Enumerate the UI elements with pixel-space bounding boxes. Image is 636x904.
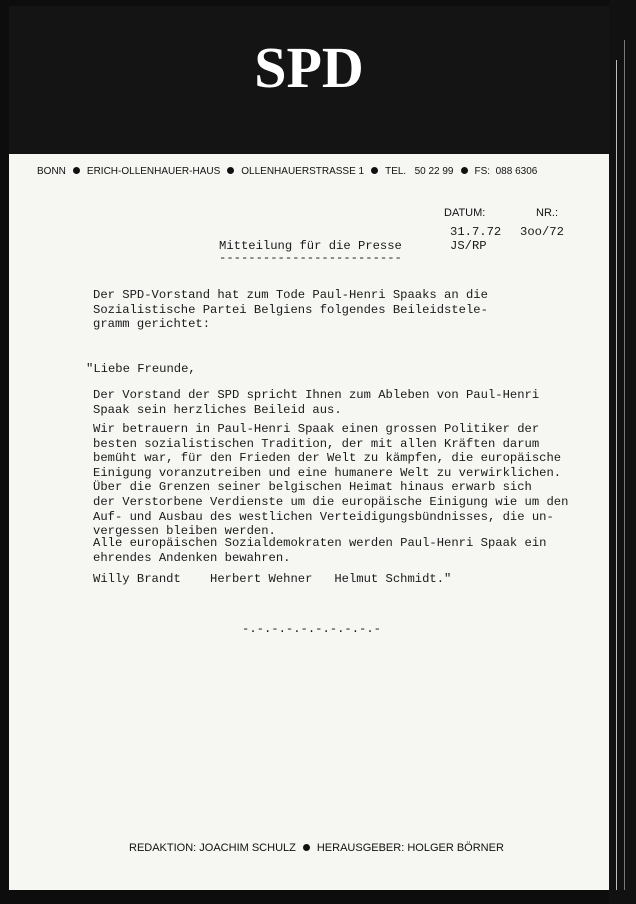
address-street: OLLENHAUERSTRASSE 1 [241, 166, 365, 177]
nr-label: NR.: [536, 207, 558, 219]
paragraph-1: Der Vorstand der SPD spricht Ihnen zum Ableben von Paul-Henri Spaak sein herzliches Beileid aus. [93, 388, 540, 417]
initials-value: JS/RP [450, 239, 487, 253]
spd-logo: SPD [254, 35, 364, 100]
date-value: 31.7.72 [450, 225, 502, 239]
scan-edge-line [624, 40, 625, 890]
salutation: "Liebe Freunde, [86, 362, 196, 376]
tel-label: TEL. [385, 166, 407, 177]
fs-number: 088 6306 [495, 166, 538, 177]
bullet-icon [303, 844, 310, 851]
datum-label: DATUM: [444, 207, 486, 219]
doc-title: Mitteilung für die Presse [219, 239, 402, 253]
intro-paragraph: Der SPD-Vorstand hat zum Tode Paul-Henri Spaaks an die Sozialistische Partei Belgiens folgendes Beileidstele- gramm gerichtet: [93, 288, 488, 332]
scan-edge [609, 0, 636, 904]
paragraph-3: Alle europäischen Sozialdemokraten werden Paul-Henri Spaak ein ehrendes Andenken bewahren. [93, 536, 547, 565]
address-city: BONN [37, 166, 66, 177]
letter-page [9, 6, 609, 890]
paragraph-2: Wir betrauern in Paul-Henri Spaak einen grossen Politiker der besten sozialistischen Tradition, der mit allen Kräften darum bemüht war, für den Frieden der Welt zu kämpfen, die europäische Einigung voranzutreiben und eine humanere Welt zu verwirklichen. Über die Grenzen seiner belgischen Heimat hinaus erwarb sich der Verstorbene Verdienste um die europäische Einigung wie um den Auf- und Ausbau des westlichen Verteidigungsbündnisses, die un- vergessen bleiben werden. [93, 422, 569, 539]
separator-line: -.-.-.-.-.-.-.-.-.- [242, 622, 381, 636]
number-value: 3oo/72 [520, 225, 564, 239]
letterhead-address [37, 166, 597, 177]
bullet-icon [73, 167, 80, 174]
bullet-icon [371, 167, 378, 174]
address-house: ERICH-OLLENHAUER-HAUS [86, 166, 221, 177]
footer-herausgeber: HERAUSGEBER: HOLGER BÖRNER [316, 842, 504, 854]
footer-redaktion: REDAKTION: JOACHIM SCHULZ [129, 842, 296, 854]
signatures: Willy Brandt Herbert Wehner Helmut Schmidt." [93, 572, 452, 586]
footer [129, 842, 504, 854]
bullet-icon [227, 167, 234, 174]
bullet-icon [461, 167, 468, 174]
doc-title-underline: ------------------------- [219, 251, 402, 265]
tel-number: 50 22 99 [414, 166, 454, 177]
scan-edge-line [616, 60, 617, 890]
fs-label: FS: [474, 166, 491, 177]
